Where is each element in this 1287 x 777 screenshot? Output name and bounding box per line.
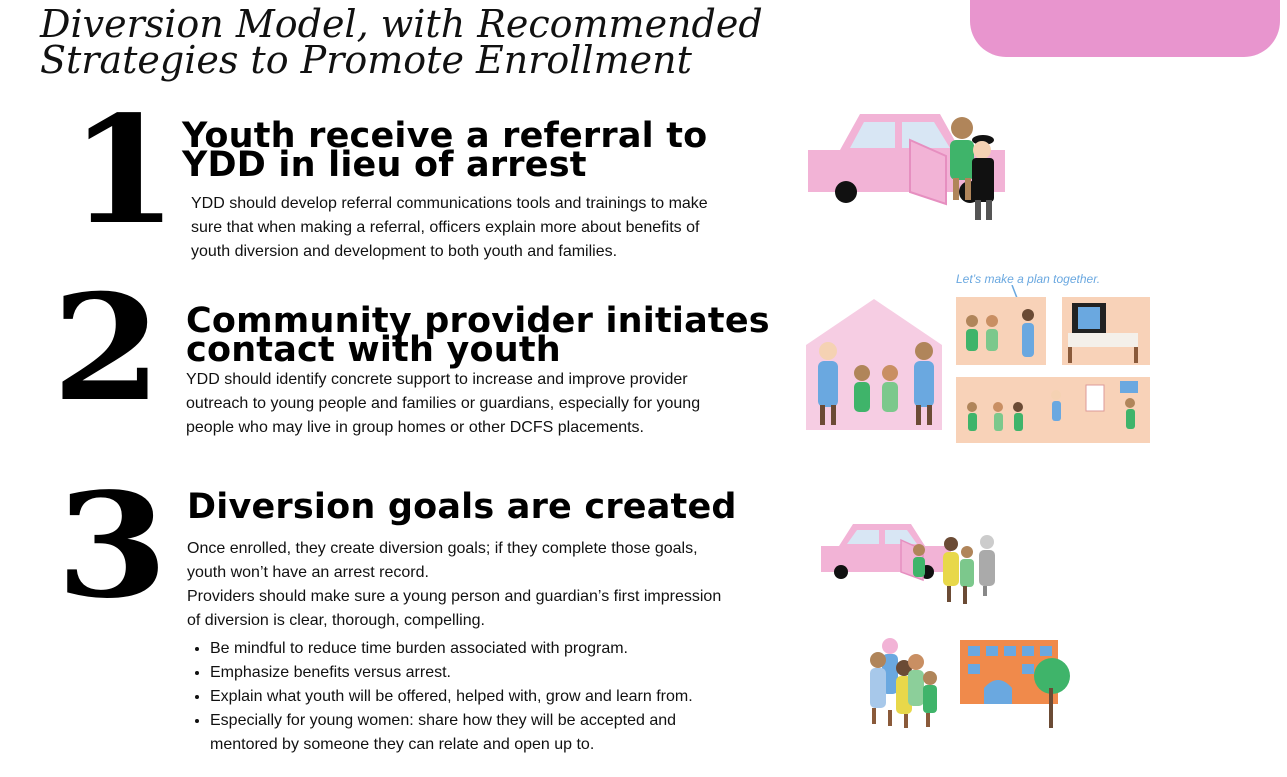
step-3-heading xyxy=(187,487,737,527)
page-title-line1: Diversion Model, with Recommended xyxy=(40,2,763,46)
illustration-caption: Let’s make a plan together. xyxy=(956,272,1101,286)
step-3-body-para1: Once enrolled, they create diversion goals; if they complete those goals, youth won’t have an arrest record. xyxy=(187,540,698,581)
decorative-pink-tab xyxy=(970,0,1280,57)
illustration-car-family-icon xyxy=(815,520,1015,615)
page-title-line2: Strategies to Promote Enrollment xyxy=(40,38,692,82)
step-1-heading-line1: Youth receive a referral to xyxy=(182,116,708,156)
step-1-body: YDD should develop referral communications tools and trainings to make sure that when making a referral, officers explain more about benefits of youth diversion and development to both youth and families. xyxy=(191,195,708,260)
step-3-body-para2: Providers should make sure a young person and guardian’s first impression of diversion is clear, thorough, compelling. xyxy=(187,588,722,629)
step-1-heading xyxy=(182,116,708,185)
bullet-item: • Especially for young women: share how they will be accepted and mentored by someone they can relate and open up to. xyxy=(210,709,732,757)
illustration-community-provider-icon xyxy=(800,285,1160,450)
bullet-item: • Emphasize benefits versus arrest. xyxy=(210,661,732,685)
step-2-number: 2 xyxy=(51,263,162,434)
page-title xyxy=(40,2,763,82)
illustration-car-officer-icon xyxy=(800,100,1020,230)
bullet-item: • Be mindful to reduce time burden associated with program. xyxy=(210,637,732,661)
step-3-body xyxy=(187,537,732,757)
bullet-item: • Explain what youth will be offered, helped with, grow and learn from. xyxy=(210,685,732,709)
step-3-bullet-list xyxy=(187,637,732,757)
step-3-number: 3 xyxy=(55,461,169,630)
step-2-heading-line1: Community provider initiates xyxy=(186,301,770,341)
step-2-body: YDD should identify concrete support to increase and improve provider outreach to young people and families or guardians, especially for young people who may live in group homes or other DCFS placements. xyxy=(186,371,701,436)
illustration-youth-school-icon xyxy=(860,632,1080,742)
step-1-number: 1 xyxy=(69,83,172,257)
step-2-heading-line2: contact with youth xyxy=(186,330,561,370)
step-3-heading-line1: Diversion goals are created xyxy=(187,487,737,527)
step-2-heading xyxy=(186,301,770,370)
step-1-heading-line2: YDD in lieu of arrest xyxy=(182,145,587,185)
